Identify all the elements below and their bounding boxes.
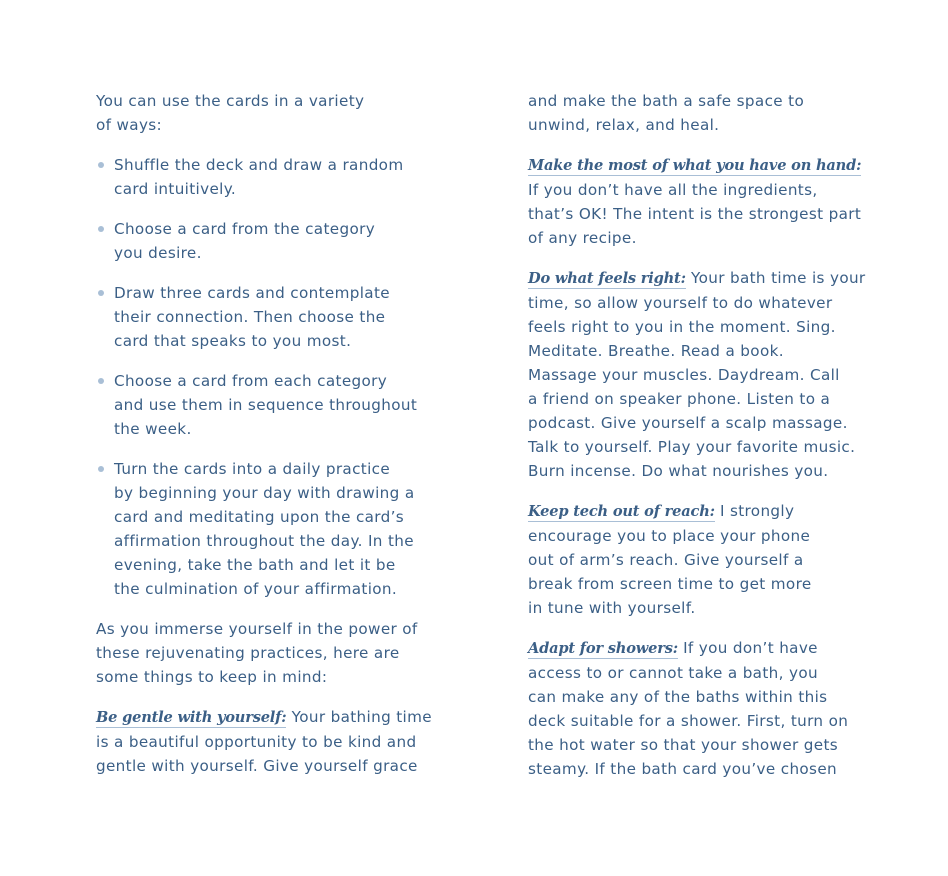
tip-adapt-for-showers: Adapt for showers: If you don’t have access to or cannot take a bath, you can make any of the baths within this deck suitable for a shower. First, turn on the hot water so that your shower gets steamy. If the bath card you’ve chosen: [528, 639, 849, 778]
list-item: Choose a card from the category you desire.: [96, 217, 426, 265]
tip-title: Adapt for showers:: [528, 640, 678, 657]
tip-keep-tech-out: Keep tech out of reach: I strongly encourage you to place your phone out of arm’s reach. Give yourself a break from screen time to get more in tune with yourself.: [528, 502, 812, 617]
right-column: [528, 89, 866, 797]
intro-paragraph: You can use the cards in a variety of ways:: [96, 92, 365, 134]
bullet-dot-icon: [98, 290, 104, 296]
tip-make-the-most: Make the most of what you have on hand: If you don’t have all the ingredients, that’s OK! The intent is the strongest part of any recipe.: [528, 157, 862, 247]
bullet-dot-icon: [98, 162, 104, 168]
tip-be-gentle: Be gentle with yourself: Your bathing time is a beautiful opportunity to be kind and gentle with yourself. Give yourself grace: [96, 708, 432, 775]
tip-do-what-feels-right: Do what feels right: Your bath time is your time, so allow yourself to do whatever feels right to you in the moment. Sing. Meditate. Breathe. Read a book. Massage your muscles. Daydream. Call a friend on speaker phone. Listen to a podcast. Give yourself a scalp massage. Talk to yourself. Play your favorite music. Burn incense. Do what nourishes you.: [528, 269, 866, 480]
bullet-dot-icon: [98, 466, 104, 472]
tip-title: Make the most of what you have on hand:: [528, 157, 862, 174]
bullet-dot-icon: [98, 226, 104, 232]
list-item: Turn the cards into a daily practice by beginning your day with drawing a card and meditating upon the card’s affirmation throughout the day. In the evening, take the bath and let it be the culmination of your affirmation.: [96, 457, 426, 601]
list-item: Shuffle the deck and draw a random card intuitively.: [96, 153, 426, 201]
tip-title: Keep tech out of reach:: [528, 503, 715, 520]
bullet-dot-icon: [98, 378, 104, 384]
left-column: [96, 89, 432, 794]
outro-paragraph: As you immerse yourself in the power of these rejuvenating practices, here are some things to keep in mind:: [96, 620, 418, 686]
list-item: Choose a card from each category and use them in sequence throughout the week.: [96, 369, 426, 441]
continuation-paragraph: and make the bath a safe space to unwind, relax, and heal.: [528, 92, 805, 134]
usage-list: [96, 153, 426, 601]
tip-title: Be gentle with yourself:: [96, 709, 287, 726]
list-item: Draw three cards and contemplate their connection. Then choose the card that speaks to you most.: [96, 281, 426, 353]
tip-title: Do what feels right:: [528, 270, 686, 287]
